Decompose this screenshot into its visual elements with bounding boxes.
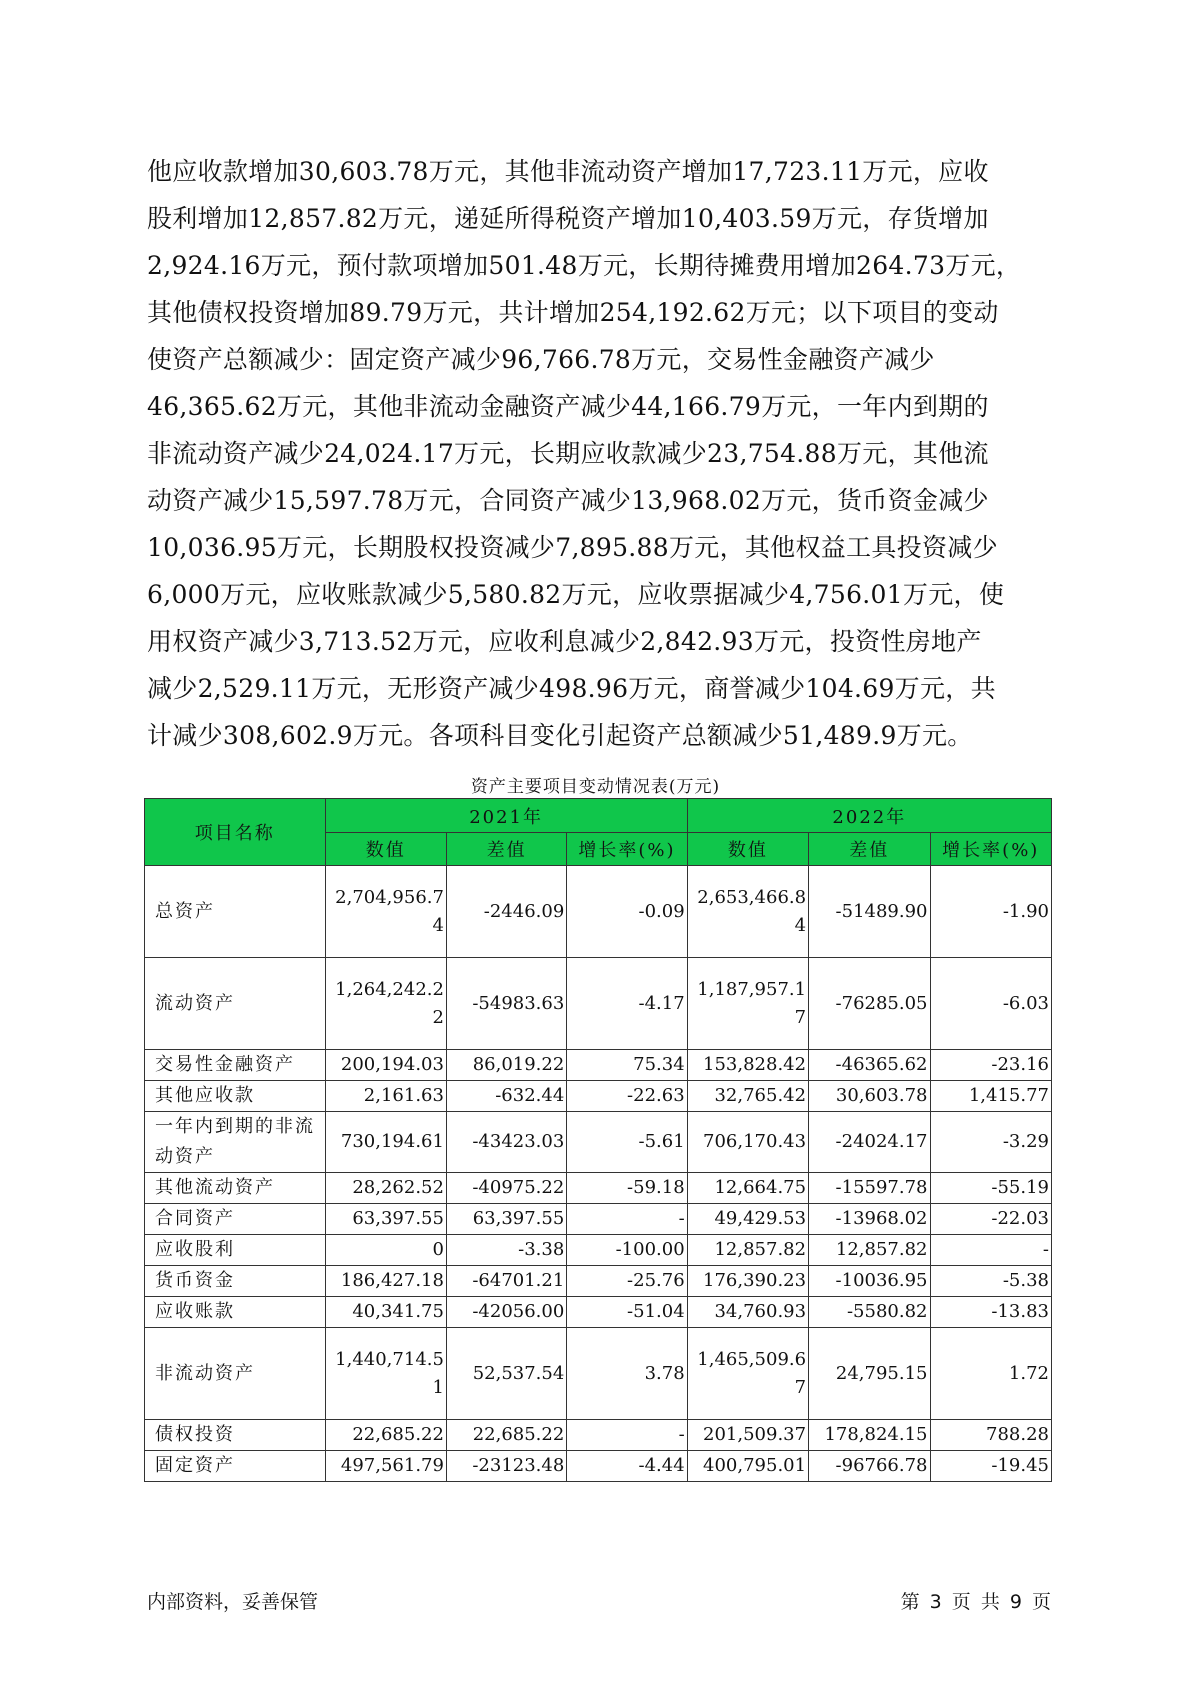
table-cell: 1,440,714.51 bbox=[325, 1328, 446, 1420]
table-row bbox=[145, 866, 1052, 958]
table-cell: 12,664.75 bbox=[687, 1173, 808, 1204]
table-row bbox=[145, 1050, 1052, 1081]
table-cell: 40,341.75 bbox=[325, 1297, 446, 1328]
row-item-name: 应收账款 bbox=[145, 1297, 326, 1328]
table-cell: - bbox=[567, 1204, 687, 1235]
row-item-name: 合同资产 bbox=[145, 1204, 326, 1235]
table-cell: -19.45 bbox=[930, 1451, 1052, 1482]
row-item-name: 交易性金融资产 bbox=[145, 1050, 326, 1081]
table-cell: 34,760.93 bbox=[687, 1297, 808, 1328]
table-cell: 52,537.54 bbox=[446, 1328, 566, 1420]
subheader-growth: 增长率(%) bbox=[567, 833, 687, 866]
table-row bbox=[145, 1266, 1052, 1297]
table-cell: 24,795.15 bbox=[809, 1328, 930, 1420]
table-row bbox=[145, 1451, 1052, 1482]
table-cell: 49,429.53 bbox=[687, 1204, 808, 1235]
table-cell: 12,857.82 bbox=[687, 1235, 808, 1266]
table-cell: 200,194.03 bbox=[325, 1050, 446, 1081]
paragraph-line: 46,365.62万元，其他非流动金融资产减少44,166.79万元，一年内到期的 bbox=[147, 392, 989, 421]
table-cell: 63,397.55 bbox=[446, 1204, 566, 1235]
table-cell: -64701.21 bbox=[446, 1266, 566, 1297]
row-item-name: 非流动资产 bbox=[145, 1328, 326, 1420]
table-cell: -1.90 bbox=[930, 866, 1052, 958]
table-cell: 2,161.63 bbox=[325, 1081, 446, 1112]
subheader-growth: 增长率(%) bbox=[930, 833, 1052, 866]
table-cell: 22,685.22 bbox=[325, 1420, 446, 1451]
table-cell: -51489.90 bbox=[809, 866, 930, 958]
paragraph-line: 动资产减少15,597.78万元，合同资产减少13,968.02万元，货币资金减少 bbox=[147, 486, 989, 515]
table-cell: -25.76 bbox=[567, 1266, 687, 1297]
table-cell: 1.72 bbox=[930, 1328, 1052, 1420]
paragraph-line: 6,000万元，应收账款减少5,580.82万元，应收票据减少4,756.01万元，使 bbox=[147, 580, 1005, 609]
table-cell: -5580.82 bbox=[809, 1297, 930, 1328]
table-cell: 32,765.42 bbox=[687, 1081, 808, 1112]
table-cell: -13968.02 bbox=[809, 1204, 930, 1235]
table-cell: 1,465,509.67 bbox=[687, 1328, 808, 1420]
table-cell: -3.38 bbox=[446, 1235, 566, 1266]
row-item-name: 应收股利 bbox=[145, 1235, 326, 1266]
table-cell: -632.44 bbox=[446, 1081, 566, 1112]
subheader-diff: 差值 bbox=[446, 833, 566, 866]
footer-confidential-note: 内部资料，妥善保管 bbox=[147, 1591, 319, 1613]
table-cell: -42056.00 bbox=[446, 1297, 566, 1328]
table-cell: 3.78 bbox=[567, 1328, 687, 1420]
paragraph-line: 用权资产减少3,713.52万元，应收利息减少2,842.93万元，投资性房地产 bbox=[147, 627, 982, 656]
table-cell: -6.03 bbox=[930, 958, 1052, 1050]
paragraph-line: 他应收款增加30,603.78万元，其他非流动资产增加17,723.11万元，应收 bbox=[147, 157, 989, 186]
table-row bbox=[145, 1297, 1052, 1328]
table-cell: -24024.17 bbox=[809, 1112, 930, 1173]
table-cell: -2446.09 bbox=[446, 866, 566, 958]
table-cell: 1,187,957.17 bbox=[687, 958, 808, 1050]
table-cell: 178,824.15 bbox=[809, 1420, 930, 1451]
table-cell: -51.04 bbox=[567, 1297, 687, 1328]
footer-page-number: 第 3 页 共 9 页 bbox=[900, 1591, 1051, 1613]
table-row bbox=[145, 1420, 1052, 1451]
table-cell: -5.61 bbox=[567, 1112, 687, 1173]
asset-change-table bbox=[144, 798, 1052, 1482]
table-cell: 1,415.77 bbox=[930, 1081, 1052, 1112]
table-cell: 63,397.55 bbox=[325, 1204, 446, 1235]
table-cell: -23.16 bbox=[930, 1050, 1052, 1081]
table-caption: 资产主要项目变动情况表(万元) bbox=[470, 777, 721, 797]
table-cell: 28,262.52 bbox=[325, 1173, 446, 1204]
table-cell: -96766.78 bbox=[809, 1451, 930, 1482]
table-cell: -23123.48 bbox=[446, 1451, 566, 1482]
table-cell: -40975.22 bbox=[446, 1173, 566, 1204]
table-cell: 2,653,466.84 bbox=[687, 866, 808, 958]
table-cell: -22.63 bbox=[567, 1081, 687, 1112]
table-cell: 186,427.18 bbox=[325, 1266, 446, 1297]
table-cell: 176,390.23 bbox=[687, 1266, 808, 1297]
paragraph-line: 2,924.16万元，预付款项增加501.48万元，长期待摊费用增加264.73万元， bbox=[147, 251, 1022, 280]
table-cell: 30,603.78 bbox=[809, 1081, 930, 1112]
table-cell: -59.18 bbox=[567, 1173, 687, 1204]
header-year-2021: 2021年 bbox=[325, 799, 687, 833]
table-cell: -76285.05 bbox=[809, 958, 930, 1050]
table-cell: 2,704,956.74 bbox=[325, 866, 446, 958]
table-cell: 706,170.43 bbox=[687, 1112, 808, 1173]
table-cell: -13.83 bbox=[930, 1297, 1052, 1328]
row-item-name: 流动资产 bbox=[145, 958, 326, 1050]
table-cell: - bbox=[930, 1235, 1052, 1266]
subheader-value: 数值 bbox=[687, 833, 808, 866]
table-cell: 12,857.82 bbox=[809, 1235, 930, 1266]
table-cell: 22,685.22 bbox=[446, 1420, 566, 1451]
table-cell: -4.17 bbox=[567, 958, 687, 1050]
table-cell: 497,561.79 bbox=[325, 1451, 446, 1482]
table-cell: -54983.63 bbox=[446, 958, 566, 1050]
row-item-name: 固定资产 bbox=[145, 1451, 326, 1482]
paragraph-line: 使资产总额减少：固定资产减少96,766.78万元，交易性金融资产减少 bbox=[147, 345, 935, 374]
table-row bbox=[145, 958, 1052, 1050]
paragraph-line: 非流动资产减少24,024.17万元，长期应收款减少23,754.88万元，其他流 bbox=[147, 439, 989, 468]
table-row bbox=[145, 1173, 1052, 1204]
row-item-name: 债权投资 bbox=[145, 1420, 326, 1451]
row-item-name: 一年内到期的非流动资产 bbox=[145, 1112, 326, 1173]
table-cell: -5.38 bbox=[930, 1266, 1052, 1297]
table-cell: -46365.62 bbox=[809, 1050, 930, 1081]
row-item-name: 其他流动资产 bbox=[145, 1173, 326, 1204]
table-row bbox=[145, 1204, 1052, 1235]
table-cell: -4.44 bbox=[567, 1451, 687, 1482]
paragraph-line: 计减少308,602.9万元。各项科目变化引起资产总额减少51,489.9万元。 bbox=[147, 721, 973, 750]
row-item-name: 货币资金 bbox=[145, 1266, 326, 1297]
paragraph-line: 股利增加12,857.82万元，递延所得税资产增加10,403.59万元，存货增加 bbox=[147, 204, 989, 233]
table-cell: -43423.03 bbox=[446, 1112, 566, 1173]
table-cell: -10036.95 bbox=[809, 1266, 930, 1297]
table-cell: 788.28 bbox=[930, 1420, 1052, 1451]
table-cell: -22.03 bbox=[930, 1204, 1052, 1235]
table-cell: 153,828.42 bbox=[687, 1050, 808, 1081]
table-cell: - bbox=[567, 1420, 687, 1451]
paragraph-line: 减少2,529.11万元，无形资产减少498.96万元，商誉减少104.69万元，共 bbox=[147, 674, 996, 703]
row-item-name: 其他应收款 bbox=[145, 1081, 326, 1112]
row-item-name: 总资产 bbox=[145, 866, 326, 958]
table-row bbox=[145, 1328, 1052, 1420]
table-cell: -15597.78 bbox=[809, 1173, 930, 1204]
table-cell: 400,795.01 bbox=[687, 1451, 808, 1482]
header-item-name: 项目名称 bbox=[145, 799, 326, 866]
table-row bbox=[145, 1081, 1052, 1112]
table-cell: 201,509.37 bbox=[687, 1420, 808, 1451]
body-paragraph bbox=[147, 148, 1059, 759]
subheader-value: 数值 bbox=[325, 833, 446, 866]
subheader-diff: 差值 bbox=[809, 833, 930, 866]
table-row bbox=[145, 1112, 1052, 1173]
paragraph-line: 10,036.95万元，长期股权投资减少7,895.88万元，其他权益工具投资减少 bbox=[147, 533, 998, 562]
table-cell: -55.19 bbox=[930, 1173, 1052, 1204]
table-cell: 86,019.22 bbox=[446, 1050, 566, 1081]
table-cell: 730,194.61 bbox=[325, 1112, 446, 1173]
table-row bbox=[145, 1235, 1052, 1266]
header-year-2022: 2022年 bbox=[687, 799, 1051, 833]
table-cell: -0.09 bbox=[567, 866, 687, 958]
table-cell: 0 bbox=[325, 1235, 446, 1266]
table-cell: 1,264,242.22 bbox=[325, 958, 446, 1050]
table-cell: 75.34 bbox=[567, 1050, 687, 1081]
paragraph-line: 其他债权投资增加89.79万元，共计增加254,192.62万元；以下项目的变动 bbox=[147, 298, 999, 327]
table-cell: -3.29 bbox=[930, 1112, 1052, 1173]
table-cell: -100.00 bbox=[567, 1235, 687, 1266]
